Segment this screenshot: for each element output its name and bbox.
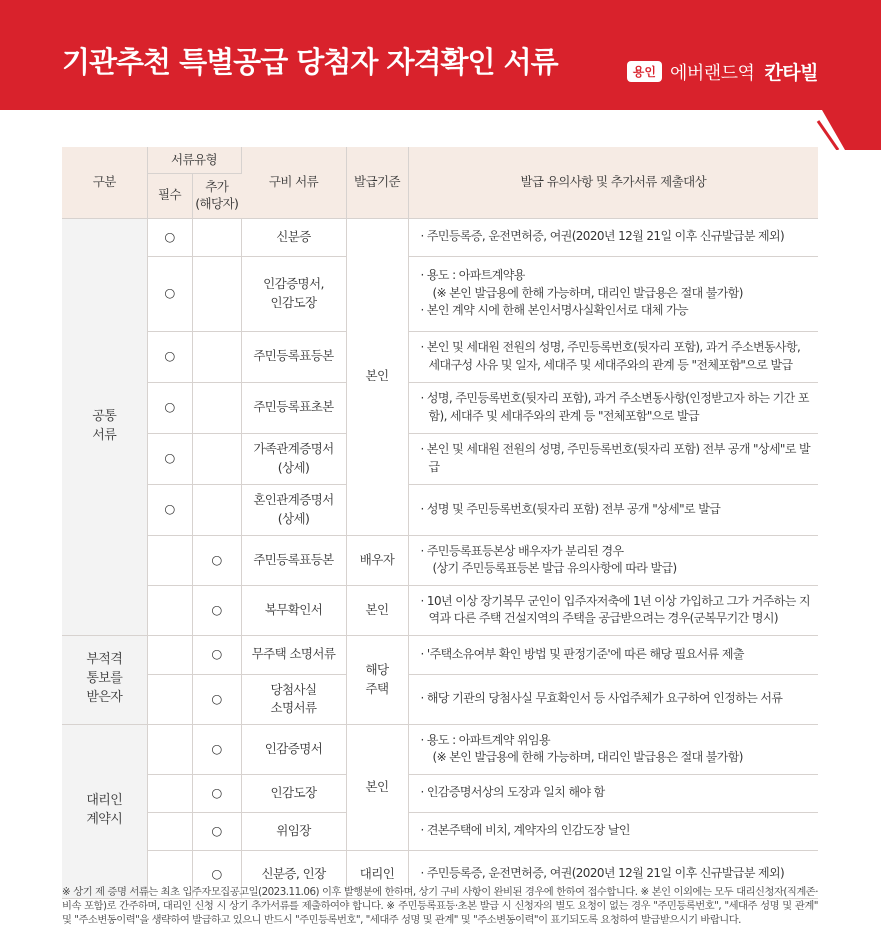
required-mark [147,724,192,774]
note-line: · 해당 기관의 당첨사실 무효확인서 등 사업주체가 요구하여 인정하는 서류 [420,691,783,706]
issuer: 본인 [346,218,408,535]
required-mark: ○ [147,218,192,256]
document-name: 신분증, 인장 [241,850,346,898]
required-mark [147,635,192,674]
note-line: · 10년 이상 장기복무 군인이 입주자저축에 1년 이상 가입하고 그가 거주하는 지역과 다른 주택 건설지역의 주택을 공급받으려는 경우(군복무기간 명시) [420,593,810,625]
table-body [62,218,818,898]
additional-mark [192,484,241,535]
required-mark: ○ [147,433,192,484]
category-common: 공통 서류 [62,218,147,635]
table-row [62,256,818,331]
document-name: 복무확인서 [241,585,346,635]
required-mark: ○ [147,484,192,535]
document-name: 인감증명서, 인감도장 [241,256,346,331]
footnote: ※ 상기 제 증명 서류는 최초 입주자모집공고일(2023.11.06) 이후 발행분에 한하며, 상기 구비 사항이 완비된 경우에 한하여 접수합니다. ※ 본인 이외에는 모두 대리신청자(직계존·비속 포함)로 간주하며, 대리인 신청 시 상기 추가서류를 제출하여야 합니다. ※ 주민등록표등·초본 발급 시 신청자의 별도 요청이 없는 경우 "주민등록번호", "세대주 성명 및 관계" 및 "주소변동이력"을 생략하여 발급하고 있으니 반드시 "주민등록번호", "세대주 성명 및 관계" 및 "주소변동이력"이 표기되도록 요청하여 발급받으시기 바랍니다. [62,886,818,926]
note-line: · 주민등록표등본상 배우자가 분리된 경우 [420,543,624,558]
additional-mark: ○ [192,585,241,635]
required-mark [147,812,192,850]
issuer: 본인 [346,585,408,635]
note-line: (※ 본인 발급용에 한해 가능하며, 대리인 발급용은 절대 불가함) [432,285,743,300]
category-ineligible: 부적격 통보를 받은자 [62,635,147,724]
table-row [62,484,818,535]
note-line: · 본인 계약 시에 한해 본인서명사실확인서로 대체 가능 [420,303,689,318]
note-line: · 용도 : 아파트계약 위임용 [420,732,550,747]
notes-cell [408,331,818,382]
header-notes: 발급 유의사항 및 추가서류 제출대상 [408,147,818,218]
table-row [62,535,818,585]
additional-mark: ○ [192,812,241,850]
table-row [62,382,818,433]
notes-cell [408,535,818,585]
brand-badge: 용인 [627,61,662,82]
note-line: · '주택소유여부 확인 방법 및 판정기준'에 따른 해당 필요서류 제출 [420,646,744,661]
required-mark: ○ [147,382,192,433]
notes-cell [408,433,818,484]
table-row [62,331,818,382]
additional-mark: ○ [192,724,241,774]
notes-cell [408,635,818,674]
issuer: 본인 [346,724,408,850]
additional-mark: ○ [192,774,241,812]
note-line: · 본인 및 세대원 전원의 성명, 주민등록번호(뒷자리 포함) 전부 공개 "상세"로 발급 [420,442,811,474]
notes-cell [408,585,818,635]
table-row [62,635,818,674]
table-row [62,433,818,484]
required-mark [147,585,192,635]
note-line: · 성명 및 주민등록번호(뒷자리 포함) 전부 공개 "상세"로 발급 [420,501,721,516]
header-category: 구분 [62,147,147,218]
table-row [62,674,818,724]
note-line: · 주민등록증, 운전면허증, 여권(2020년 12월 21일 이후 신규발급분 제외) [420,229,785,244]
additional-mark [192,331,241,382]
brand-station: 에버랜드역 [669,62,755,84]
header-document: 구비 서류 [241,147,346,218]
note-line: (상기 주민등록표등본 발급 유의사항에 따라 발급) [432,561,677,575]
issuer: 해당 주택 [346,635,408,724]
additional-mark: ○ [192,850,241,898]
table-row [62,812,818,850]
page-title: 기관추천 특별공급 당첨자 자격확인 서류 [62,45,558,79]
header-banner [0,0,881,150]
document-name: 인감증명서 [241,724,346,774]
additional-mark [192,256,241,331]
notes-cell [408,218,818,256]
table-row [62,724,818,774]
additional-mark [192,218,241,256]
brand-name: 칸타빌 [764,62,818,84]
header-doc-type: 서류유형 [147,147,241,173]
additional-mark: ○ [192,535,241,585]
issuer: 배우자 [346,535,408,585]
table-row [62,585,818,635]
notes-cell [408,812,818,850]
document-name: 당첨사실 소명서류 [241,674,346,724]
note-line: · 용도 : 아파트계약용 [420,268,525,283]
document-name: 혼인관계증명서 (상세) [241,484,346,535]
header-required: 필수 [147,173,192,218]
document-name: 주민등록표초본 [241,382,346,433]
notes-cell [408,484,818,535]
category-proxy: 대리인 계약시 [62,724,147,898]
required-mark [147,535,192,585]
table-row [62,218,818,256]
document-name: 주민등록표등본 [241,331,346,382]
notes-cell [408,774,818,812]
document-name: 인감도장 [241,774,346,812]
additional-mark [192,433,241,484]
notes-cell [408,724,818,774]
additional-mark: ○ [192,635,241,674]
note-line: · 견본주택에 비치, 계약자의 인감도장 날인 [420,823,630,838]
additional-mark [192,382,241,433]
required-mark [147,774,192,812]
note-line: · 인감증명서상의 도장과 일치 해야 함 [420,785,605,800]
table-row [62,774,818,812]
note-line: (※ 본인 발급용에 한해 가능하며, 대리인 발급용은 절대 불가함) [432,750,743,764]
notes-cell [408,382,818,433]
header-issuer: 발급기준 [346,147,408,218]
additional-mark: ○ [192,674,241,724]
document-name: 주민등록표등본 [241,535,346,585]
required-mark: ○ [147,256,192,331]
document-name: 신분증 [241,218,346,256]
note-line: · 본인 및 세대원 전원의 성명, 주민등록번호(뒷자리 포함), 과거 주소변동사항, 세대구성 사유 및 일자, 세대주 및 세대주와의 관계 등 "전체포함"으로 발급 [420,340,801,372]
required-mark [147,674,192,724]
note-line: · 성명, 주민등록번호(뒷자리 포함), 과거 주소변동사항(인정받고자 하는 기간 포함), 세대주 및 세대주와의 관계 등 "전체포함"으로 발급 [420,391,809,423]
document-name: 위임장 [241,812,346,850]
document-name: 가족관계증명서 (상세) [241,433,346,484]
notes-cell [408,674,818,724]
note-line: · 주민등록증, 운전면허증, 여권(2020년 12월 21일 이후 신규발급분 제외) [420,866,785,881]
brand [627,58,818,85]
document-name: 무주택 소명서류 [241,635,346,674]
notes-cell [408,256,818,331]
header-additional: 추가 (해당자) [192,173,241,218]
required-mark: ○ [147,331,192,382]
issuer: 대리인 [346,850,408,898]
documents-table [62,147,818,899]
